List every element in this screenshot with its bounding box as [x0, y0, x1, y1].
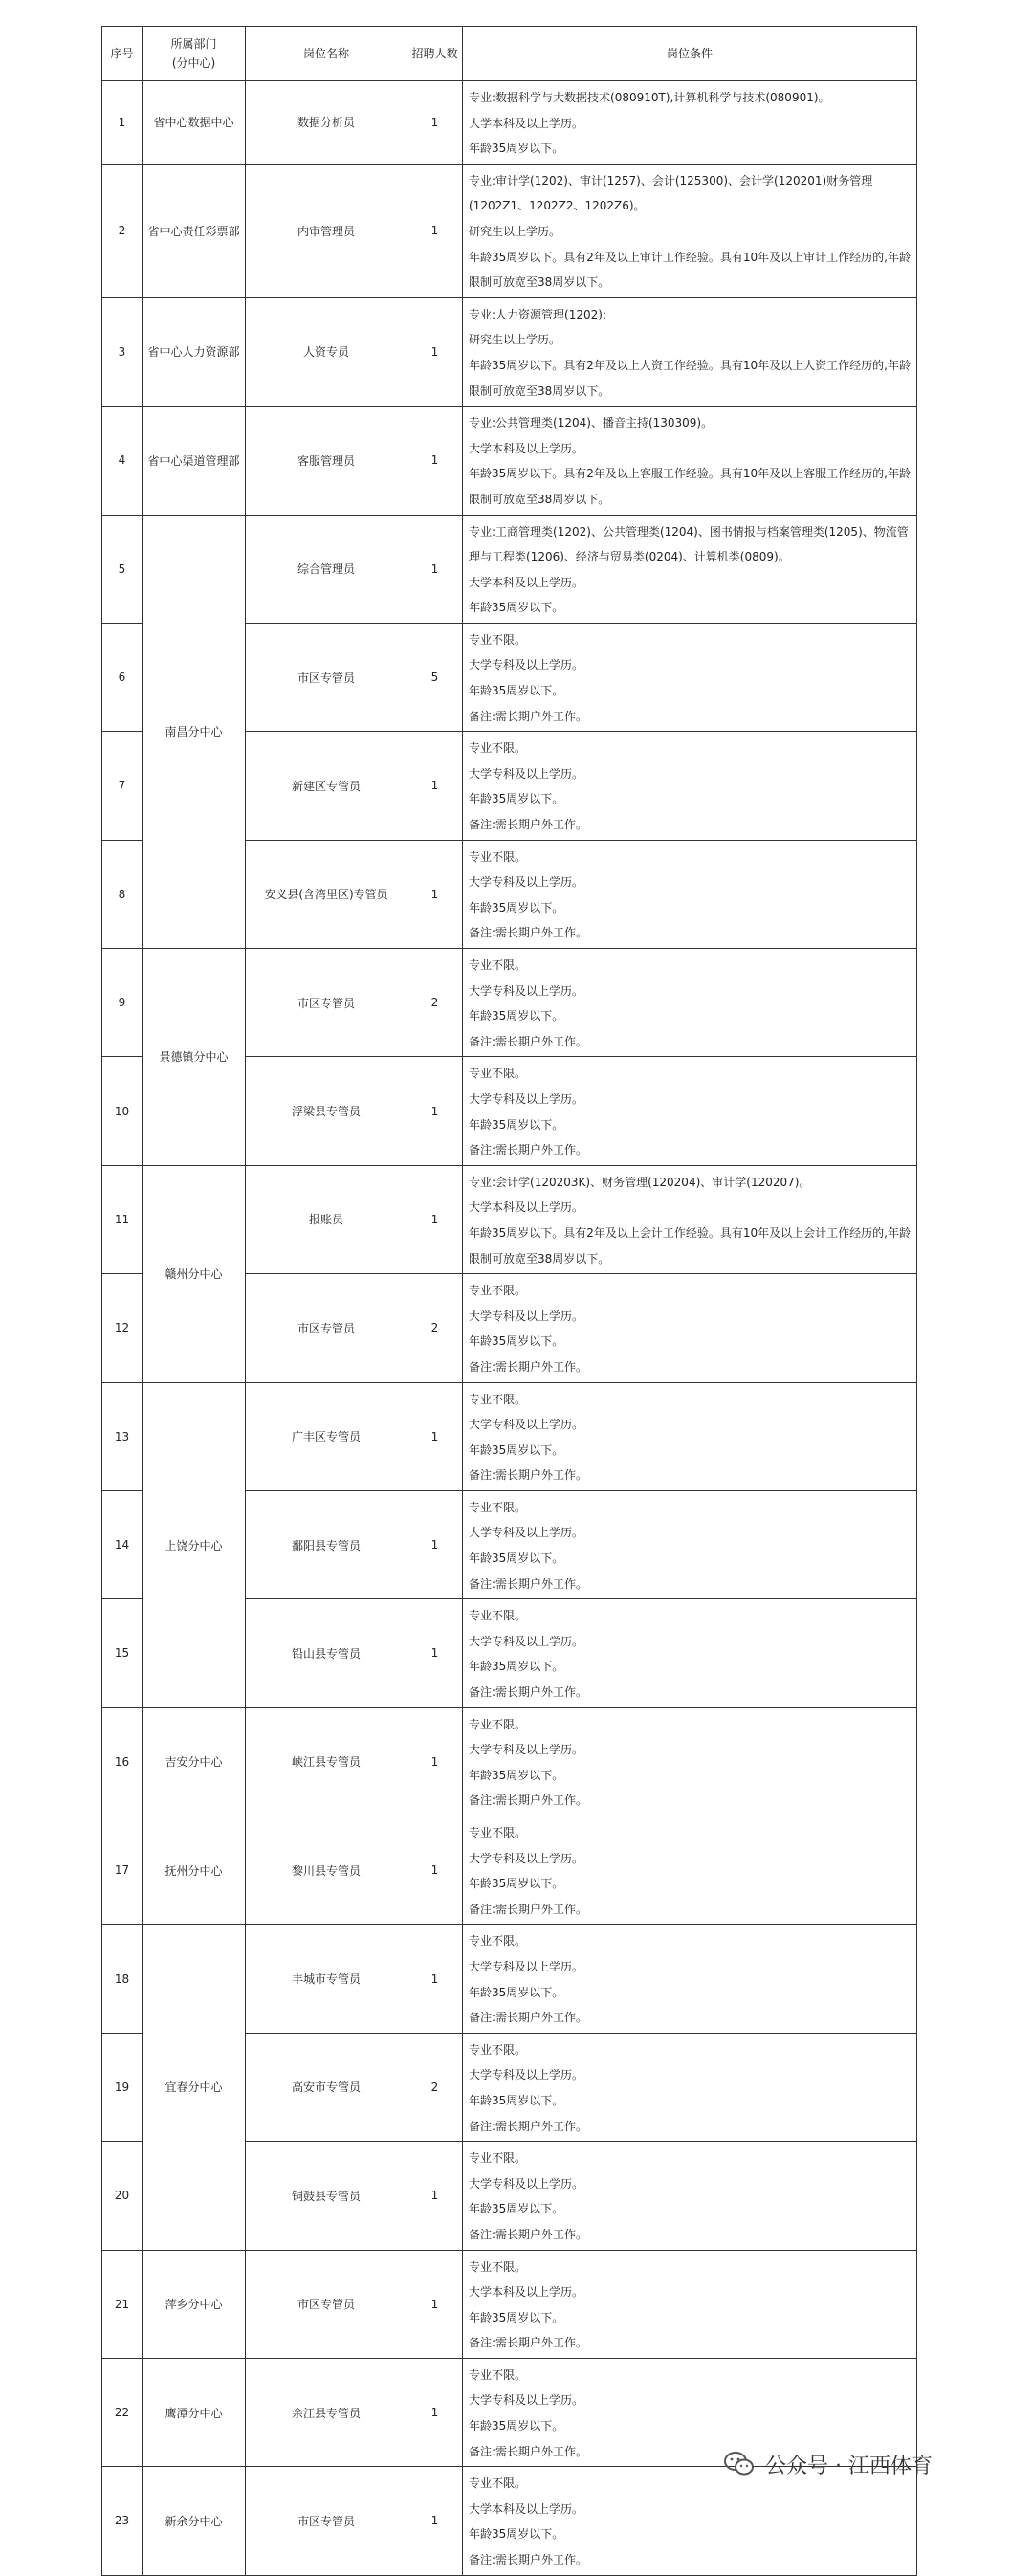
- cell-conditions: [463, 732, 917, 840]
- condition-line: 专业:人力资源管理(1202);: [469, 307, 606, 321]
- condition-line: 专业不限。: [469, 2151, 527, 2166]
- table-row: [102, 164, 917, 297]
- cell-conditions: [463, 1057, 917, 1165]
- condition-line: 年龄35周岁以下。: [469, 1552, 564, 1566]
- cell-count: 1: [407, 1382, 463, 1490]
- condition-line: 大学专科及以上学历。: [469, 1526, 584, 1540]
- cell-post: 市区专管员: [246, 2250, 407, 2358]
- cell-count: 1: [407, 840, 463, 948]
- condition-line: 备注:需长期户外工作。: [469, 1576, 588, 1591]
- header-dept: [143, 27, 246, 81]
- cell-no: 4: [102, 407, 143, 515]
- cell-count: 1: [407, 407, 463, 515]
- header-count: 招聘人数: [407, 27, 463, 81]
- cell-conditions: [463, 1925, 917, 2033]
- cell-dept: 吉安分中心: [143, 1707, 246, 1816]
- table-row: [102, 1382, 917, 1490]
- condition-line: 大学专科及以上学历。: [469, 1851, 584, 1865]
- cell-no: 15: [102, 1599, 143, 1707]
- cell-count: 1: [407, 297, 463, 406]
- condition-line: 研究生以上学历。: [469, 224, 561, 238]
- condition-line: 备注:需长期户外工作。: [469, 2444, 588, 2458]
- condition-line: 备注:需长期户外工作。: [469, 2119, 588, 2133]
- condition-line: 备注:需长期户外工作。: [469, 1359, 588, 1374]
- cell-conditions: [463, 1707, 917, 1816]
- condition-line: 年龄35周岁以下。: [469, 1117, 564, 1132]
- cell-no: 14: [102, 1490, 143, 1598]
- condition-line: 大学专科及以上学历。: [469, 983, 584, 998]
- condition-line: 大学专科及以上学历。: [469, 658, 584, 672]
- cell-no: 3: [102, 297, 143, 406]
- condition-line: 备注:需长期户外工作。: [469, 1794, 588, 1808]
- cell-post: 浮梁县专管员: [246, 1057, 407, 1165]
- condition-line: 专业:工商管理类(1202)、公共管理类(1204)、图书情报与档案管理类(1205)、物流管理与工程类(1206)、经济与贸易类(0204)、计算机类(0809)。: [469, 524, 909, 564]
- condition-line: 备注:需长期户外工作。: [469, 2227, 588, 2241]
- condition-line: 年龄35周岁以下。: [469, 2310, 564, 2324]
- table-row: [102, 1925, 917, 2033]
- condition-line: 备注:需长期户外工作。: [469, 709, 588, 723]
- cell-count: 2: [407, 949, 463, 1057]
- cell-count: 1: [407, 732, 463, 840]
- condition-line: 大学本科及以上学历。: [469, 441, 584, 455]
- condition-line: 备注:需长期户外工作。: [469, 818, 588, 832]
- cell-conditions: [463, 407, 917, 515]
- condition-line: 大学本科及以上学历。: [469, 2501, 584, 2516]
- cell-no: 1: [102, 81, 143, 165]
- cell-count: 1: [407, 1165, 463, 1273]
- watermark: [723, 2445, 1010, 2483]
- condition-line: 备注:需长期户外工作。: [469, 926, 588, 940]
- cell-conditions: [463, 623, 917, 731]
- cell-no: 8: [102, 840, 143, 948]
- wechat-icon: [723, 2450, 756, 2478]
- cell-no: 16: [102, 1707, 143, 1816]
- cell-conditions: [463, 1599, 917, 1707]
- condition-line: 年龄35周岁以下。: [469, 900, 564, 914]
- cell-post: 鄱阳县专管员: [246, 1490, 407, 1598]
- cell-conditions: [463, 2142, 917, 2250]
- condition-line: 年龄35周岁以下。: [469, 1877, 564, 1891]
- condition-line: 备注:需长期户外工作。: [469, 1468, 588, 1483]
- cell-post: 内审管理员: [246, 164, 407, 297]
- cell-conditions: [463, 81, 917, 165]
- cell-conditions: [463, 1490, 917, 1598]
- condition-line: 年龄35周岁以下。具有2年及以上人资工作经验。具有10年及以上人资工作经历的,年龄限制可放宽至38周岁以下。: [469, 358, 911, 398]
- cell-dept: 上饶分中心: [143, 1382, 246, 1707]
- cell-post: 新建区专管员: [246, 732, 407, 840]
- condition-line: 专业不限。: [469, 1609, 527, 1623]
- condition-line: 年龄35周岁以下。: [469, 1985, 564, 1999]
- condition-line: 大学专科及以上学历。: [469, 2068, 584, 2082]
- condition-line: 大学专科及以上学历。: [469, 2176, 584, 2191]
- cell-no: 22: [102, 2358, 143, 2466]
- cell-conditions: [463, 1382, 917, 1490]
- condition-line: 研究生以上学历。: [469, 333, 561, 347]
- cell-no: 2: [102, 164, 143, 297]
- cell-conditions: [463, 297, 917, 406]
- table-row: [102, 1165, 917, 1273]
- header-row: [102, 27, 917, 81]
- cell-post: 综合管理员: [246, 515, 407, 623]
- header-post: 岗位名称: [246, 27, 407, 81]
- cell-count: 1: [407, 2467, 463, 2575]
- condition-line: 年龄35周岁以下。: [469, 684, 564, 698]
- condition-line: 大学专科及以上学历。: [469, 2393, 584, 2408]
- cell-count: 2: [407, 1274, 463, 1382]
- condition-line: 年龄35周岁以下。: [469, 601, 564, 615]
- cell-count: 1: [407, 1057, 463, 1165]
- cell-conditions: [463, 949, 917, 1057]
- condition-line: 大学专科及以上学历。: [469, 766, 584, 781]
- table-row: [102, 515, 917, 623]
- cell-dept: 抚州分中心: [143, 1816, 246, 1925]
- cell-conditions: [463, 1274, 917, 1382]
- cell-count: 1: [407, 2250, 463, 2358]
- header-no: 序号: [102, 27, 143, 81]
- cell-count: 1: [407, 1707, 463, 1816]
- condition-line: 大学本科及以上学历。: [469, 2285, 584, 2300]
- condition-line: 专业不限。: [469, 958, 527, 972]
- table-row: [102, 1707, 917, 1816]
- cell-no: 5: [102, 515, 143, 623]
- condition-line: 专业不限。: [469, 1717, 527, 1731]
- cell-dept: 省中心渠道管理部: [143, 407, 246, 515]
- cell-no: 9: [102, 949, 143, 1057]
- cell-post: 市区专管员: [246, 623, 407, 731]
- condition-line: 年龄35周岁以下。: [469, 2527, 564, 2542]
- condition-line: 年龄35周岁以下。: [469, 2202, 564, 2216]
- cell-no: 10: [102, 1057, 143, 1165]
- cell-post: 报账员: [246, 1165, 407, 1273]
- condition-line: 年龄35周岁以下。: [469, 1009, 564, 1024]
- cell-post: 市区专管员: [246, 2467, 407, 2575]
- condition-line: 专业:数据科学与大数据技术(080910T),计算机科学与技术(080901)。: [469, 91, 830, 104]
- condition-line: 备注:需长期户外工作。: [469, 1034, 588, 1048]
- cell-count: 1: [407, 1816, 463, 1925]
- condition-line: 备注:需长期户外工作。: [469, 2336, 588, 2350]
- condition-line: 专业:公共管理类(1204)、播音主持(130309)。: [469, 416, 714, 430]
- condition-line: 大学专科及以上学历。: [469, 1959, 584, 1973]
- condition-line: 年龄35周岁以下。: [469, 1334, 564, 1349]
- cell-count: 1: [407, 1490, 463, 1598]
- condition-line: 专业不限。: [469, 2477, 527, 2491]
- header-dept-line2: (分中心): [171, 56, 216, 70]
- condition-line: 大学专科及以上学历。: [469, 1309, 584, 1323]
- condition-line: 专业不限。: [469, 849, 527, 864]
- condition-line: 年龄35周岁以下。: [469, 2093, 564, 2107]
- condition-line: 大学专科及以上学历。: [469, 1091, 584, 1106]
- table-row: [102, 949, 917, 1057]
- cell-count: 1: [407, 2142, 463, 2250]
- cell-post: 峡江县专管员: [246, 1707, 407, 1816]
- condition-line: 专业:会计学(120203K)、财务管理(120204)、审计学(120207)。: [469, 1175, 811, 1189]
- condition-line: 专业不限。: [469, 2259, 527, 2274]
- cell-dept: 鹰潭分中心: [143, 2358, 246, 2466]
- condition-line: 年龄35周岁以下。具有2年及以上客服工作经验。具有10年及以上客服工作经历的,年龄限制可放宽至38周岁以下。: [469, 467, 911, 506]
- cell-no: 23: [102, 2467, 143, 2575]
- condition-line: 专业不限。: [469, 2367, 527, 2382]
- condition-line: 年龄35周岁以下。具有2年及以上审计工作经验。具有10年及以上审计工作经历的,年龄限制可放宽至38周岁以下。: [469, 250, 911, 290]
- cell-post: 余江县专管员: [246, 2358, 407, 2466]
- header-conditions: 岗位条件: [463, 27, 917, 81]
- condition-line: 专业不限。: [469, 1934, 527, 1949]
- table-row: [102, 1816, 917, 1925]
- condition-line: 大学专科及以上学历。: [469, 1418, 584, 1432]
- cell-count: 1: [407, 515, 463, 623]
- cell-no: 6: [102, 623, 143, 731]
- cell-dept: 宜春分中心: [143, 1925, 246, 2250]
- cell-conditions: [463, 1816, 917, 1925]
- cell-count: 1: [407, 1599, 463, 1707]
- table-row: [102, 81, 917, 165]
- recruitment-table: [101, 26, 917, 2576]
- cell-conditions: [463, 2033, 917, 2141]
- condition-line: 年龄35周岁以下。: [469, 1660, 564, 1674]
- condition-line: 大学本科及以上学历。: [469, 1200, 584, 1215]
- cell-conditions: [463, 1165, 917, 1273]
- condition-line: 备注:需长期户外工作。: [469, 1143, 588, 1157]
- cell-post: 数据分析员: [246, 81, 407, 165]
- cell-post: 广丰区专管员: [246, 1382, 407, 1490]
- cell-count: 2: [407, 2033, 463, 2141]
- cell-count: 1: [407, 2358, 463, 2466]
- condition-line: 专业:审计学(1202)、审计(1257)、会计(125300)、会计学(120201)财务管理(1202Z1、1202Z2、1202Z6)。: [469, 173, 873, 213]
- cell-dept: 省中心人力资源部: [143, 297, 246, 406]
- table-row: [102, 297, 917, 406]
- header-dept-line1: 所属部门: [170, 37, 217, 51]
- cell-no: 11: [102, 1165, 143, 1273]
- cell-post: 市区专管员: [246, 1274, 407, 1382]
- cell-post: 安义县(含湾里区)专管员: [246, 840, 407, 948]
- condition-line: 备注:需长期户外工作。: [469, 1902, 588, 1916]
- cell-post: 铜鼓县专管员: [246, 2142, 407, 2250]
- condition-line: 专业不限。: [469, 1067, 527, 1081]
- cell-dept: 南昌分中心: [143, 515, 246, 949]
- cell-dept: 新余分中心: [143, 2467, 246, 2575]
- cell-conditions: [463, 2250, 917, 2358]
- cell-dept: 赣州分中心: [143, 1165, 246, 1382]
- cell-post: 客服管理员: [246, 407, 407, 515]
- condition-line: 专业不限。: [469, 741, 527, 756]
- condition-line: 年龄35周岁以下。: [469, 2419, 564, 2433]
- cell-post: 铅山县专管员: [246, 1599, 407, 1707]
- watermark-text: 公众号 · 江西体育: [765, 2454, 933, 2478]
- cell-conditions: [463, 164, 917, 297]
- condition-line: 大学专科及以上学历。: [469, 1634, 584, 1648]
- table-row: [102, 2250, 917, 2358]
- cell-dept: 省中心责任彩票部: [143, 164, 246, 297]
- cell-no: 13: [102, 1382, 143, 1490]
- table-row: [102, 407, 917, 515]
- cell-no: 21: [102, 2250, 143, 2358]
- condition-line: 专业不限。: [469, 2042, 527, 2057]
- condition-line: 备注:需长期户外工作。: [469, 1685, 588, 1700]
- cell-post: 黎川县专管员: [246, 1816, 407, 1925]
- cell-no: 7: [102, 732, 143, 840]
- cell-dept: 景德镇分中心: [143, 949, 246, 1166]
- condition-line: 备注:需长期户外工作。: [469, 2553, 588, 2567]
- condition-line: 大学专科及以上学历。: [469, 1743, 584, 1757]
- cell-dept: 省中心数据中心: [143, 81, 246, 165]
- cell-count: 5: [407, 623, 463, 731]
- condition-line: 专业不限。: [469, 1284, 527, 1298]
- condition-line: 年龄35周岁以下。: [469, 1442, 564, 1457]
- cell-count: 1: [407, 81, 463, 165]
- condition-line: 年龄35周岁以下。具有2年及以上会计工作经验。具有10年及以上会计工作经历的,年龄限制可放宽至38周岁以下。: [469, 1225, 911, 1266]
- cell-conditions: [463, 840, 917, 948]
- cell-dept: 萍乡分中心: [143, 2250, 246, 2358]
- condition-line: 专业不限。: [469, 1392, 527, 1406]
- cell-no: 19: [102, 2033, 143, 2141]
- cell-post: 高安市专管员: [246, 2033, 407, 2141]
- condition-line: 专业不限。: [469, 1500, 527, 1514]
- cell-no: 20: [102, 2142, 143, 2250]
- condition-line: 大学本科及以上学历。: [469, 116, 584, 130]
- cell-post: 人资专员: [246, 297, 407, 406]
- cell-no: 17: [102, 1816, 143, 1925]
- condition-line: 备注:需长期户外工作。: [469, 2011, 588, 2025]
- condition-line: 专业不限。: [469, 1826, 527, 1839]
- condition-line: 年龄35周岁以下。: [469, 142, 564, 156]
- condition-line: 大学专科及以上学历。: [469, 875, 584, 890]
- cell-no: 18: [102, 1925, 143, 2033]
- cell-post: 丰城市专管员: [246, 1925, 407, 2033]
- condition-line: 大学本科及以上学历。: [469, 575, 584, 589]
- cell-conditions: [463, 515, 917, 623]
- cell-count: 1: [407, 1925, 463, 2033]
- cell-post: 市区专管员: [246, 949, 407, 1057]
- cell-no: 12: [102, 1274, 143, 1382]
- condition-line: 年龄35周岁以下。: [469, 792, 564, 806]
- cell-count: 1: [407, 164, 463, 297]
- condition-line: 专业不限。: [469, 632, 527, 647]
- condition-line: 年龄35周岁以下。: [469, 1768, 564, 1782]
